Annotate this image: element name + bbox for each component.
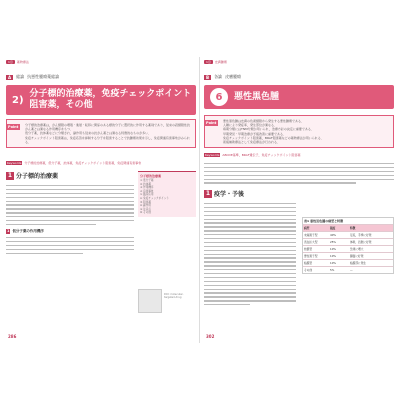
section-title: 抗悪性腫瘍薬総論 [27,74,60,79]
keywords-text: 分子標的治療薬，低分子薬，抗体薬，免疫チェックポイント阻害薬，免疫関連有害事象 [24,161,142,165]
side-panel-item: ⑨ 注意点 [140,207,151,211]
running-header [204,60,227,64]
table-cell: 表在拡大型 [304,240,318,244]
point-bullet: 人種により発症率，発生部位が異なる． [223,123,278,128]
minor-heading [6,229,44,234]
table-row [303,245,393,252]
point-bullet: 早期発見・早期治療が予後改善に重要である． [223,131,287,136]
table-cell: 粘膜型 [304,261,313,265]
title-number: 2) [12,94,24,106]
right-page [200,57,398,343]
point-bullet: 免疫チェックポイント阻害薬，BRAF阻害薬などの薬物療法が用いられる． [223,135,324,140]
subsection-number: 1 [7,172,13,179]
side-panel-item: ⑤ 臨床応用 [140,193,154,197]
table-cell: 体幹，四肢に好発 [350,240,372,244]
section-label: 総論 [16,74,25,79]
side-panel-item: ⑧ 副作用 [140,204,151,208]
side-panel-item: ② 抗体薬 [140,182,151,186]
keywords-text: ABCDE基準，BRAF遺伝子，免疫チェックポイント阻害薬 [222,153,301,157]
table-row [303,266,393,273]
subsection-heading [6,171,58,180]
table-cell: 顔面に好発 [350,254,364,258]
title-text: 分子標的治療薬，免疫チェックポイント阻害薬，その他 [29,89,192,110]
title-text: 悪性黒色腫 [234,91,280,102]
table-cell: 10% [330,254,336,258]
chapter-tag: 1章 [206,60,211,64]
side-panel-item: ⑦ 阻害薬 [140,200,151,204]
side-panel-item: ① 低分子薬 [140,179,154,182]
section-letter: B [206,74,210,80]
keywords-row [6,161,141,165]
data-table [302,217,394,274]
table-cell: 10% [330,247,336,251]
side-panel [138,171,196,217]
point-bullet: 免疫チェックポイント阻害薬は，免疫応答を抑制する分子を阻害することで抗腫瘍効果を示し，免疫関連有害事象がみられる． [25,135,190,144]
body-text-block [204,203,296,308]
table-header-cell: 病型 [304,226,310,230]
section-heading [204,74,241,80]
body-text-block [204,163,394,186]
subsection-heading [204,189,244,198]
point-bullet: 術後補助療法として免疫療法が行われる． [223,140,281,145]
chapter-tag: 1章 [8,60,13,64]
minor-heading-title: 低分子薬の作用機序 [12,229,44,233]
table-cell: その他 [304,268,313,272]
page-number: 302 [206,334,215,339]
minor-heading-number: 1 [7,229,10,233]
page-number: 286 [8,334,17,339]
table-cell: 40% [330,233,336,237]
chapter-title-bar [6,85,196,115]
side-panel-item: ③ 作用機序 [140,186,154,190]
point-box [6,119,196,148]
table-cell: 悪性黒子型 [304,254,318,258]
table-header-row [303,224,393,231]
running-header [6,60,29,64]
table-cell: 足底，手掌に好発 [350,233,372,237]
point-bullet: 分子標的治療薬は，がん細胞の増殖・進展・転移に関係のある標的分子に選択的に作用する薬剤であり，従来の殺細胞性抗がん薬とは異なる作用機序をもつ． [25,123,191,132]
keywords-label: Keywords [7,161,22,165]
table-cell: 末端黒子型 [304,233,318,237]
running-text: 皮膚腫瘍 [214,60,227,64]
point-bullet: 悪性黒色腫は皮膚の色素細胞から発生する悪性腫瘍である． [223,119,305,123]
left-page [2,57,200,343]
body-text-block [6,185,134,228]
point-label: Point [8,125,19,129]
keywords-label: Keywords [205,153,220,157]
table-header-cell: 頻度 [330,226,336,230]
title-number: 6 [210,88,228,106]
table-cell: 粘膜部に発生 [350,261,367,265]
table-cell: 急速に増大 [350,247,364,251]
side-panel-item: ④ 有害事象 [140,189,154,193]
table-title: 表1 悪性黒色腫の病型と特徴 [304,219,344,223]
subsection-title: 分子標的治療薬 [16,173,59,180]
table-header-cell: 特徴 [350,226,356,230]
table-cell: 5% [330,268,335,272]
section-letter: A [8,74,12,80]
keywords-row [204,153,300,157]
subsection-title: 疫学・予後 [214,191,245,198]
point-label: Point [206,121,217,125]
side-panel-title: 分子標的治療薬 [140,174,162,178]
table-row [303,238,393,245]
qr-caption: DOI: molecular-targeted-drug [164,293,184,299]
chapter-title-bar [204,85,394,109]
table-row [303,259,393,266]
side-panel-item: ⑩ その他 [140,211,151,215]
table-cell: 10% [330,261,336,265]
subsection-number: 1 [205,190,211,197]
table-cell: — [350,268,353,272]
point-bullet: 病期分類にはTNM分類が用いられ，治療方針の決定に重要である． [223,127,314,132]
section-heading [6,74,59,80]
body-text-block [6,237,134,256]
book-spread [2,57,398,343]
point-bullet: 低分子薬，抗体薬などに分類され，副作用も従来の抗がん薬とは異なる特徴的なものが多い． [25,131,152,136]
table-cell: 25% [330,240,336,244]
qr-code-image [138,289,162,313]
point-box [204,115,394,148]
side-panel-item: ⑥ 免疫チェックポイント [140,196,170,200]
running-text: 薬物療法 [16,60,29,64]
table-row [303,252,393,259]
table-row [303,231,393,238]
section-label: 各論 [214,74,223,79]
section-title: 皮膚腫瘍 [225,74,242,79]
table-cell: 結節型 [304,247,313,251]
